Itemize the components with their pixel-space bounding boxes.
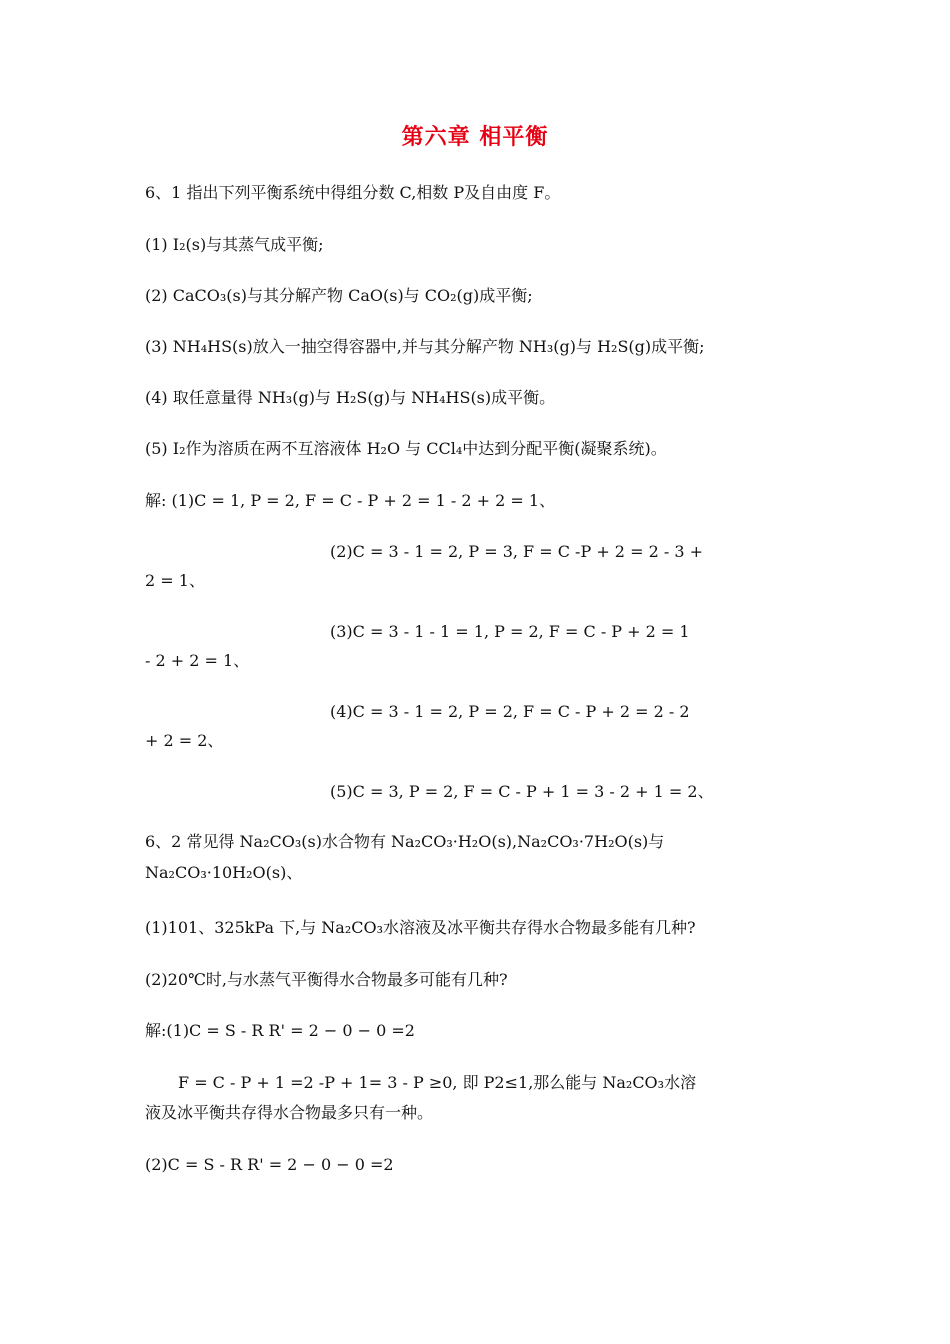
problem-6-1-statement: 6、1 指出下列平衡系统中得组分数 C,相数 P及自由度 F。 bbox=[145, 183, 561, 202]
solution-6-2-1-conclusion: 液及冰平衡共存得水合物最多只有一种。 bbox=[145, 1103, 434, 1122]
problem-item-3: (3) NH₄HS(s)放入一抽空得容器中,并与其分解产物 NH₃(g)与 H₂S(g)成平衡; bbox=[145, 337, 705, 356]
solution-5: (5)C = 3, P = 2, F = C - P + 1 = 3 - 2 + 1 = 2、 bbox=[330, 782, 714, 801]
problem-item-2: (2) CaCO₃(s)与其分解产物 CaO(s)与 CO₂(g)成平衡; bbox=[145, 286, 533, 305]
solution-6-2-1: 解:(1)C = S - R R' = 2 − 0 − 0 =2 bbox=[145, 1021, 415, 1040]
solution-4: (4)C = 3 - 1 = 2, P = 2, F = C - P + 2 = 2 - 2 bbox=[330, 702, 690, 721]
solution-6-2-2: (2)C = S - R R' = 2 − 0 − 0 =2 bbox=[145, 1155, 394, 1174]
problem-item-4: (4) 取任意量得 NH₃(g)与 H₂S(g)与 NH₄HS(s)成平衡。 bbox=[145, 388, 556, 407]
solution-3: (3)C = 3 - 1 - 1 = 1, P = 2, F = C - P + 2 = 1 bbox=[330, 622, 690, 641]
problem-6-2-question-2: (2)20℃时,与水蒸气平衡得水合物最多可能有几种? bbox=[145, 970, 508, 989]
solution-4-cont: + 2 = 2、 bbox=[145, 731, 224, 750]
problem-item-1: (1) I₂(s)与其蒸气成平衡; bbox=[145, 235, 324, 254]
chapter-title: 第六章 相平衡 bbox=[401, 124, 549, 150]
solution-2: (2)C = 3 - 1 = 2, P = 3, F = C -P + 2 = 2 - 3 + bbox=[330, 542, 703, 561]
solution-1: 解: (1)C = 1, P = 2, F = C - P + 2 = 1 - 2 + 2 = 1、 bbox=[145, 491, 556, 510]
problem-6-2-statement: 6、2 常见得 Na₂CO₃(s)水合物有 Na₂CO₃·H₂O(s),Na₂CO₃·7H₂O(s)与 bbox=[145, 832, 665, 851]
solution-2-cont: 2 = 1、 bbox=[145, 571, 205, 590]
problem-6-2-statement-cont: Na₂CO₃·10H₂O(s)、 bbox=[145, 863, 303, 882]
solution-3-cont: - 2 + 2 = 1、 bbox=[145, 651, 250, 670]
solution-6-2-1-derivation: F = C - P + 1 =2 -P + 1= 3 - P ≥0, 即 P2≤1,那么能与 Na₂CO₃水溶 bbox=[178, 1073, 697, 1092]
problem-item-5: (5) I₂作为溶质在两不互溶液体 H₂O 与 CCl₄中达到分配平衡(凝聚系统)。 bbox=[145, 439, 667, 458]
problem-6-2-question-1: (1)101、325kPa 下,与 Na₂CO₃水溶液及冰平衡共存得水合物最多能有几种? bbox=[145, 918, 696, 937]
